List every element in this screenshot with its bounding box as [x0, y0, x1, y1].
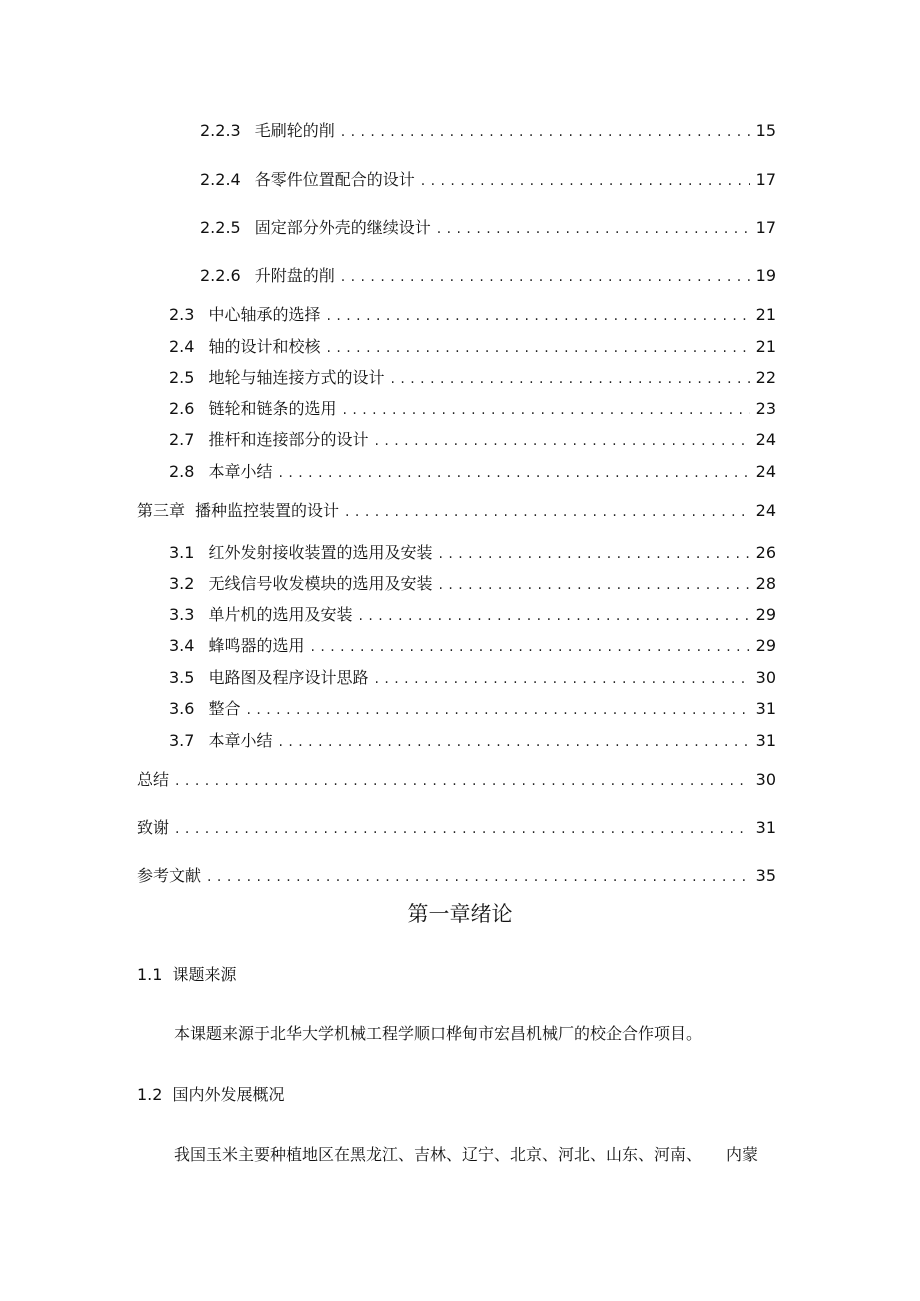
- toc-number: 3.5: [169, 668, 195, 687]
- toc-leader: [326, 338, 749, 358]
- toc-entry[interactable]: [169, 699, 776, 719]
- toc-number: 2.6: [169, 399, 195, 418]
- toc-entry[interactable]: [200, 170, 776, 190]
- toc-leader: [390, 369, 749, 389]
- section-heading: [137, 1084, 284, 1106]
- toc-entry[interactable]: [137, 866, 776, 886]
- toc-number: 3.1: [169, 543, 195, 562]
- toc-page-number: 30: [755, 668, 776, 687]
- toc-page-number: 21: [755, 337, 776, 356]
- toc-entry[interactable]: [169, 462, 776, 482]
- toc-title: 本章小结: [208, 462, 273, 481]
- toc-entry[interactable]: [200, 266, 776, 286]
- toc-number: 2.2.6: [200, 266, 241, 285]
- toc-entry[interactable]: [169, 305, 776, 325]
- paragraph-text-end: 内蒙: [726, 1145, 759, 1164]
- toc-leader: [278, 732, 749, 752]
- section-number: 1.1: [137, 965, 163, 984]
- toc-title: 整合: [208, 699, 241, 718]
- toc-number: 2.2.3: [200, 121, 241, 140]
- toc-page-number: 22: [755, 368, 776, 387]
- toc-title: 蜂鸣器的选用: [208, 636, 305, 655]
- toc-leader: [421, 171, 750, 191]
- toc-chapter-entry[interactable]: [137, 501, 776, 521]
- toc-entry[interactable]: [200, 121, 776, 141]
- toc-leader: [175, 819, 750, 839]
- toc-page-number: 30: [755, 770, 776, 789]
- toc-entry[interactable]: [169, 605, 776, 625]
- toc-page-number: 28: [755, 574, 776, 593]
- toc-number: 2.8: [169, 462, 195, 481]
- toc-title: 单片机的选用及安装: [208, 605, 353, 624]
- toc-page-number: 31: [755, 731, 776, 750]
- toc-leader: [374, 431, 749, 451]
- paragraph-source: 本课题来源于北华大学机械工程学顺口桦甸市宏昌机械厂的校企合作项目。: [174, 1024, 703, 1043]
- toc-title: 致谢: [137, 818, 170, 837]
- toc-page-number: 31: [755, 818, 776, 837]
- toc-title: 升附盘的削: [254, 266, 335, 285]
- toc-entry[interactable]: [169, 543, 776, 563]
- toc-number: 2.4: [169, 337, 195, 356]
- toc-title: 本章小结: [208, 731, 273, 750]
- toc-number: 3.6: [169, 699, 195, 718]
- toc-page-number: 35: [755, 866, 776, 885]
- toc-number: 3.2: [169, 574, 195, 593]
- toc-page-number: 29: [755, 605, 776, 624]
- toc-page-number: 24: [755, 430, 776, 449]
- toc-page-number: 24: [755, 501, 776, 520]
- toc-entry[interactable]: [169, 636, 776, 656]
- section-number: 1.2: [137, 1085, 163, 1104]
- toc-page-number: 19: [755, 266, 776, 285]
- toc-page-number: 31: [755, 699, 776, 718]
- toc-leader: [207, 867, 750, 887]
- toc-leader: [175, 771, 750, 791]
- toc-title: 总结: [137, 770, 170, 789]
- toc-page-number: 21: [755, 305, 776, 324]
- section-title: 国内外发展概况: [172, 1085, 285, 1104]
- toc-number: 2.2.4: [200, 170, 241, 189]
- toc-leader: [310, 637, 749, 657]
- toc-title: 链轮和链条的选用: [208, 399, 337, 418]
- toc-title: 推杆和连接部分的设计: [208, 430, 369, 449]
- toc-page-number: 26: [755, 543, 776, 562]
- toc-entry[interactable]: [137, 818, 776, 838]
- toc-title: 电路图及程序设计思路: [208, 668, 369, 687]
- toc-page-number: 15: [755, 121, 776, 140]
- toc-number: 第三章: [137, 501, 186, 520]
- toc-entry[interactable]: [169, 574, 776, 594]
- toc-entry[interactable]: [169, 668, 776, 688]
- toc-title: 毛刷轮的削: [254, 121, 335, 140]
- toc-number: 3.4: [169, 636, 195, 655]
- toc-number: 3.3: [169, 605, 195, 624]
- toc-number: 2.5: [169, 368, 195, 387]
- toc-entry[interactable]: [169, 337, 776, 357]
- toc-leader: [358, 606, 749, 626]
- toc-entry[interactable]: [137, 770, 776, 790]
- toc-entry[interactable]: [169, 399, 776, 419]
- toc-leader: [326, 306, 749, 326]
- paragraph-text: 我国玉米主要种植地区在黑龙江、吉林、辽宁、北京、河北、山东、河南、: [174, 1145, 703, 1164]
- toc-leader: [438, 544, 749, 564]
- paragraph-overview: [137, 1144, 784, 1166]
- toc-page-number: 23: [755, 399, 776, 418]
- toc-page-number: 17: [755, 170, 776, 189]
- toc-leader: [246, 700, 749, 720]
- toc-number: 2.7: [169, 430, 195, 449]
- toc-number: 2.3: [169, 305, 195, 324]
- toc-leader: [342, 400, 749, 420]
- section-heading: [137, 964, 236, 986]
- section-title: 课题来源: [172, 965, 237, 984]
- toc-number: 2.2.5: [200, 218, 241, 237]
- toc-leader: [438, 575, 749, 595]
- toc-title: 参考文献: [137, 866, 202, 885]
- toc-entry[interactable]: [200, 218, 776, 238]
- toc-leader: [374, 669, 749, 689]
- toc-title: 地轮与轴连接方式的设计: [208, 368, 385, 387]
- toc-entry[interactable]: [169, 430, 776, 450]
- toc-title: 红外发射接收装置的选用及安装: [208, 543, 433, 562]
- toc-page-number: 29: [755, 636, 776, 655]
- toc-title: 中心轴承的选择: [208, 305, 321, 324]
- toc-title: 轴的设计和校核: [208, 337, 321, 356]
- toc-leader: [341, 267, 750, 287]
- toc-title: 播种监控装置的设计: [195, 501, 340, 520]
- toc-page-number: 24: [755, 462, 776, 481]
- toc-page-number: 17: [755, 218, 776, 237]
- toc-entry[interactable]: [169, 368, 776, 388]
- toc-leader: [341, 122, 750, 142]
- toc-leader: [345, 502, 750, 522]
- toc-title: 固定部分外壳的继续设计: [254, 218, 431, 237]
- chapter-title: 第一章绪论: [407, 902, 513, 926]
- toc-leader: [278, 463, 749, 483]
- toc-entry[interactable]: [169, 731, 776, 751]
- toc-number: 3.7: [169, 731, 195, 750]
- toc-title: 无线信号收发模块的选用及安装: [208, 574, 433, 593]
- toc-leader: [437, 219, 750, 239]
- toc-title: 各零件位置配合的设计: [254, 170, 415, 189]
